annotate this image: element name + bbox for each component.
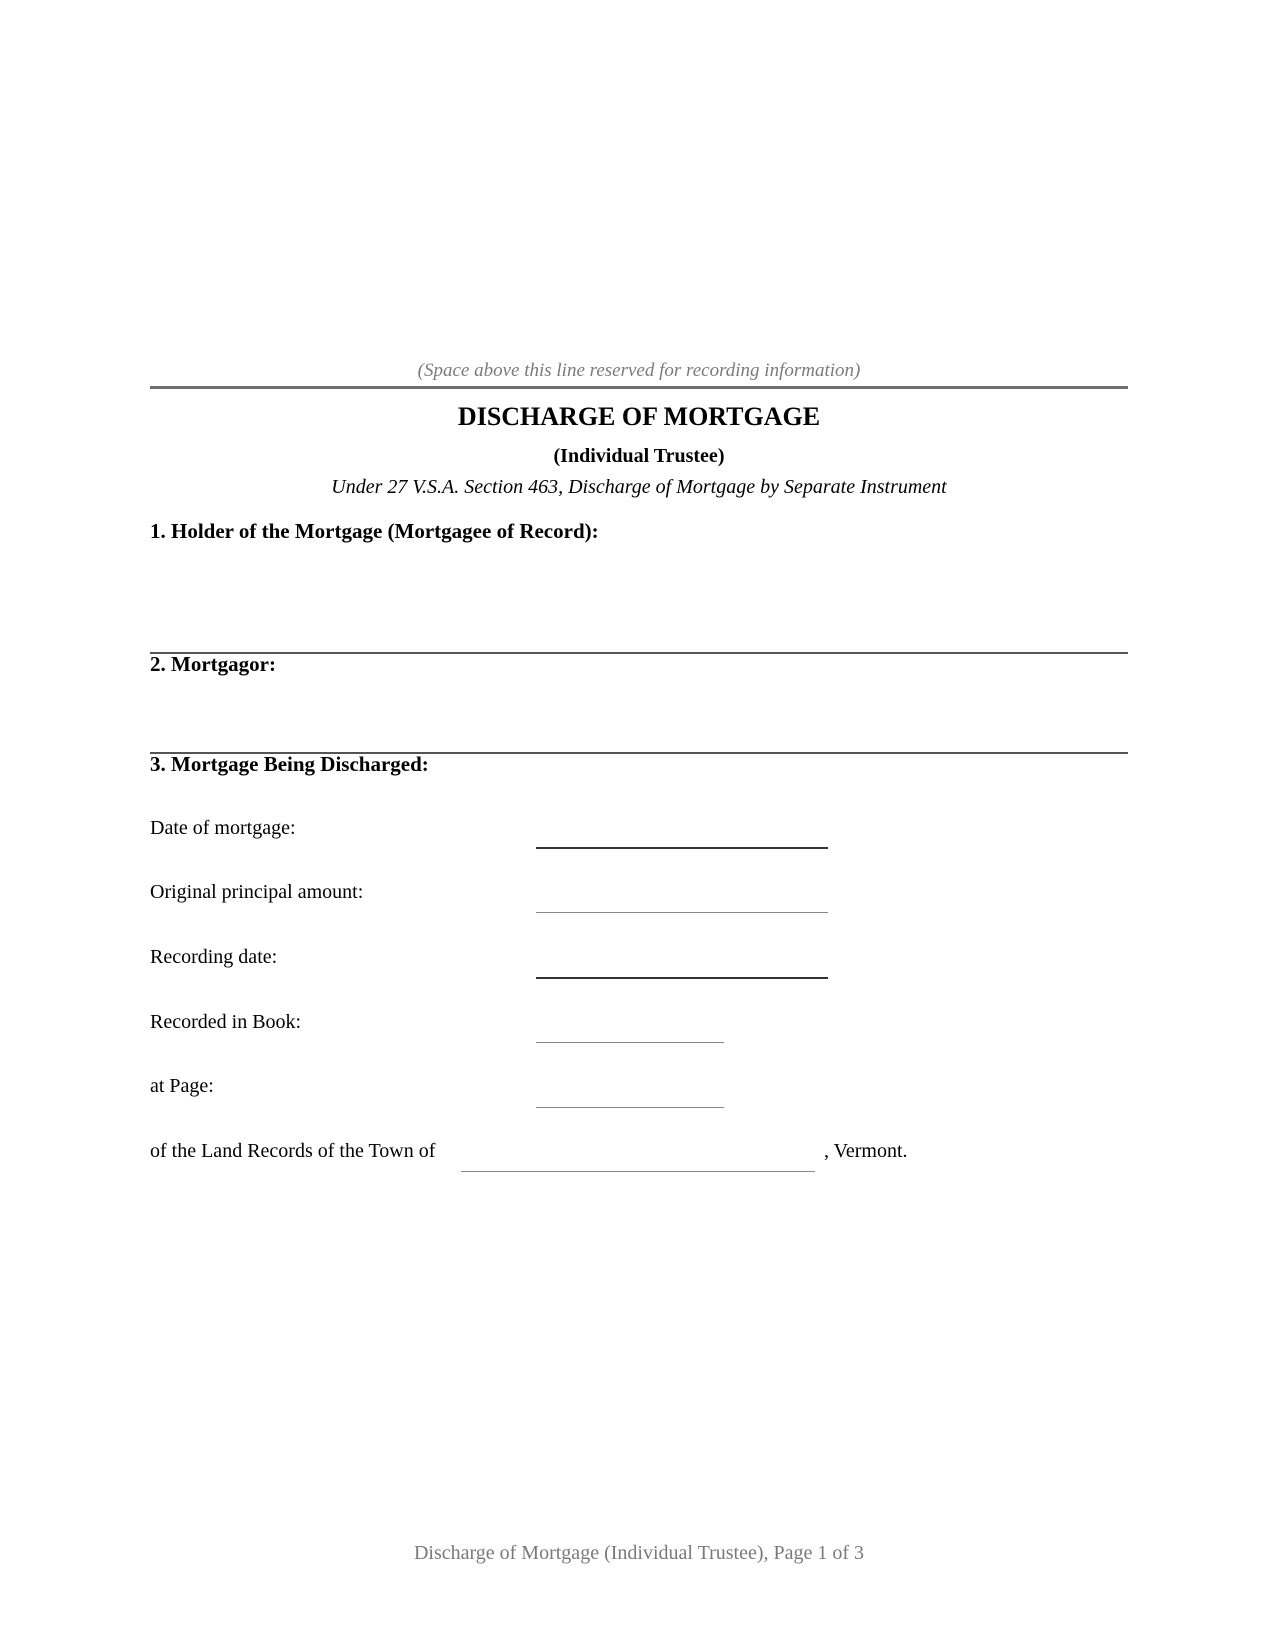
document-title: DISCHARGE OF MORTGAGE (457, 402, 821, 431)
document-subtitle: (Individual Trustee) (553, 445, 725, 467)
recording-date-label: Recording date: (150, 946, 278, 968)
statute-reference: Under 27 V.S.A. Section 463, Discharge of Mortgage by Separate Instrument (331, 476, 947, 498)
recorded-in-book-label: Recorded in Book: (150, 1011, 302, 1033)
at-page-label: at Page: (150, 1075, 214, 1097)
town-field[interactable] (461, 1171, 815, 1172)
at-page-field[interactable] (536, 1107, 724, 1108)
holder-entry-line[interactable] (150, 652, 1128, 654)
town-label: of the Land Records of the Town of (150, 1140, 436, 1162)
date-of-mortgage-field[interactable] (536, 847, 828, 849)
section-mortgage-heading: 3. Mortgage Being Discharged: (150, 752, 429, 776)
section-holder-heading: 1. Holder of the Mortgage (Mortgagee of Record): (150, 519, 599, 543)
recorded-in-book-field[interactable] (536, 1042, 724, 1043)
recording-divider (150, 386, 1128, 389)
vermont-suffix: , Vermont. (824, 1140, 908, 1162)
original-principal-label: Original principal amount: (150, 881, 364, 903)
section-mortgagor-heading: 2. Mortgagor: (150, 652, 276, 676)
recording-reserved-note: (Space above this line reserved for recording information) (417, 360, 861, 381)
original-principal-field[interactable] (536, 912, 828, 913)
recording-date-field[interactable] (536, 977, 828, 979)
date-of-mortgage-label: Date of mortgage: (150, 817, 296, 839)
page-footer: Discharge of Mortgage (Individual Trustee), Page 1 of 3 (413, 1542, 865, 1564)
